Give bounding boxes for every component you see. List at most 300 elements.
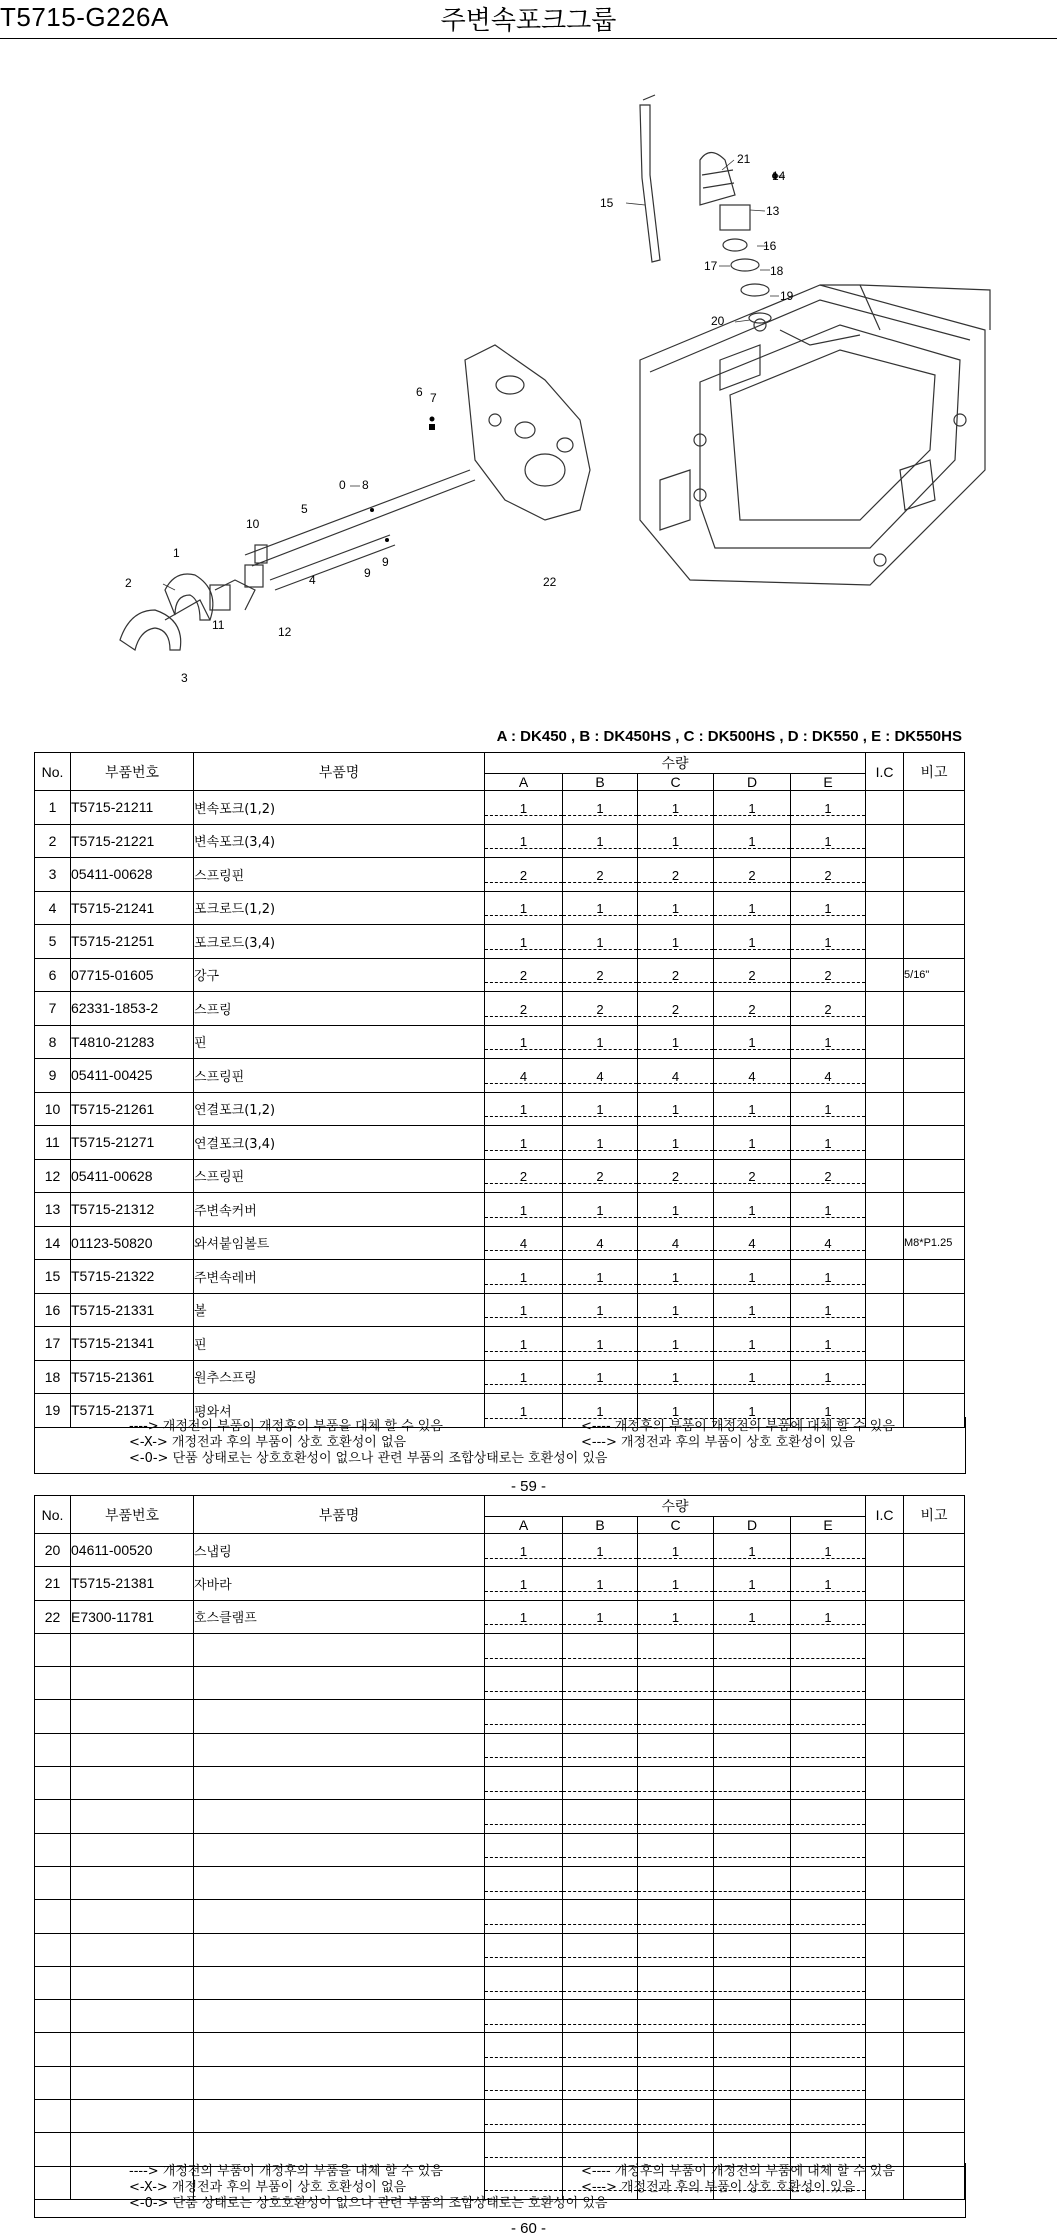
part-name — [194, 1700, 485, 1733]
quantity-value: 1 — [791, 933, 865, 950]
quantity-cell — [563, 1933, 638, 1966]
item-number: 11 — [35, 1126, 71, 1160]
quantity-value: 1 — [485, 1335, 562, 1352]
item-number — [35, 1667, 71, 1700]
quantity-value — [714, 1941, 790, 1958]
quantity-cell — [791, 1733, 866, 1766]
ic-cell — [866, 1193, 904, 1227]
quantity-value: 1 — [791, 799, 865, 816]
quantity-value: 1 — [714, 799, 790, 816]
quantity-value: 1 — [563, 1335, 637, 1352]
quantity-value: 1 — [791, 1368, 865, 1385]
quantity-value — [714, 1741, 790, 1758]
item-number — [35, 1933, 71, 1966]
quantity-value — [485, 1775, 562, 1792]
quantity-cell — [638, 1293, 714, 1327]
table-row — [35, 992, 965, 1026]
col-no: No. — [35, 753, 71, 791]
table-row — [35, 1900, 965, 1933]
quantity-value — [791, 1708, 865, 1725]
quantity-cell — [485, 1900, 563, 1933]
remark-cell — [904, 1800, 965, 1833]
part-number — [71, 1800, 194, 1833]
quantity-value: 1 — [714, 1368, 790, 1385]
quantity-value: 1 — [563, 1402, 637, 1419]
col-no: No. — [35, 1496, 71, 1534]
quantity-value: 1 — [563, 1201, 637, 1218]
remark-cell: 5/16" — [904, 958, 965, 992]
quantity-cell — [485, 1767, 563, 1800]
table-row — [35, 1534, 965, 1567]
quantity-cell — [638, 2033, 714, 2066]
part-name: 스프링핀 — [194, 858, 485, 892]
quantity-value: 2 — [714, 1167, 790, 1184]
quantity-cell — [485, 1260, 563, 1294]
quantity-value: 2 — [485, 1167, 562, 1184]
shift-forks-drawing — [120, 545, 267, 650]
callout-20: 20 — [711, 314, 725, 328]
legend-box-page-60 — [34, 2163, 966, 2218]
quantity-cell — [714, 1733, 791, 1766]
table-row — [35, 925, 965, 959]
quantity-value — [714, 1975, 790, 1992]
quantity-value: 1 — [563, 1542, 637, 1559]
part-name: 변속포크(1,2) — [194, 791, 485, 825]
part-number: T5715-21331 — [71, 1293, 194, 1327]
part-number — [71, 1966, 194, 1999]
remark-cell — [904, 1126, 965, 1160]
quantity-value — [638, 2074, 713, 2091]
col-quantity: 수량 — [485, 753, 866, 774]
part-name: 스프링핀 — [194, 1159, 485, 1193]
part-name: 변속포크(3,4) — [194, 824, 485, 858]
quantity-value: 2 — [638, 1000, 713, 1017]
quantity-value — [791, 2041, 865, 2058]
quantity-value: 1 — [791, 1100, 865, 1117]
quantity-value: 1 — [791, 1268, 865, 1285]
item-number: 3 — [35, 858, 71, 892]
part-name: 스냅링 — [194, 1534, 485, 1567]
quantity-value — [791, 1975, 865, 1992]
quantity-cell — [563, 1327, 638, 1361]
col-variant-e: E — [791, 1517, 866, 1534]
quantity-value — [638, 1775, 713, 1792]
quantity-value — [791, 1675, 865, 1692]
quantity-value — [563, 2008, 637, 2025]
quantity-value — [791, 2108, 865, 2125]
quantity-value — [714, 2008, 790, 2025]
quantity-value: 4 — [563, 1067, 637, 1084]
quantity-value — [791, 1775, 865, 1792]
quantity-cell — [563, 2000, 638, 2033]
quantity-value: 1 — [714, 1134, 790, 1151]
legend-line: <-0-> 단품 상태로는 상호호환성이 없으나 관련 부품의 조합상태로는 호환성이 있음 — [129, 2196, 608, 2211]
ic-cell — [866, 1700, 904, 1733]
quantity-value: 1 — [714, 1201, 790, 1218]
quantity-cell — [485, 1800, 563, 1833]
quantity-value: 2 — [791, 966, 865, 983]
quantity-cell — [791, 1700, 866, 1733]
quantity-cell — [638, 1667, 714, 1700]
ic-cell — [866, 1092, 904, 1126]
part-name — [194, 1900, 485, 1933]
remark-cell — [904, 1534, 965, 1567]
model-variants-line: A : DK450 , B : DK450HS , C : DK500HS , D : DK550 , E : DK550HS — [496, 728, 962, 745]
part-number: T5715-21271 — [71, 1126, 194, 1160]
lever-boot-drawing — [700, 153, 771, 324]
ic-cell — [866, 1600, 904, 1633]
col-part-name: 부품명 — [194, 753, 485, 791]
remark-cell — [904, 791, 965, 825]
quantity-value: 1 — [485, 1402, 562, 1419]
quantity-value — [714, 1808, 790, 1825]
quantity-cell — [563, 1534, 638, 1567]
ic-cell — [866, 2133, 904, 2166]
remark-cell — [904, 1633, 965, 1666]
quantity-cell — [791, 925, 866, 959]
quantity-value: 4 — [714, 1067, 790, 1084]
item-number: 1 — [35, 791, 71, 825]
quantity-cell — [563, 1293, 638, 1327]
quantity-cell — [791, 1833, 866, 1866]
item-number — [35, 1633, 71, 1666]
part-number — [71, 1866, 194, 1899]
legend-line: <---- 개정후의 부품이 개정전의 부품에 대체 할 수 있음 — [581, 1419, 895, 1434]
quantity-value — [638, 1675, 713, 1692]
quantity-cell — [714, 1293, 791, 1327]
callout-13: 13 — [766, 204, 780, 218]
quantity-value — [485, 1975, 562, 1992]
quantity-cell — [714, 1193, 791, 1227]
quantity-value: 2 — [791, 1000, 865, 1017]
quantity-value — [563, 1808, 637, 1825]
ic-cell — [866, 1966, 904, 1999]
quantity-value — [485, 2141, 562, 2158]
quantity-value: 1 — [791, 832, 865, 849]
table-row — [35, 1226, 965, 1260]
legend-line: ----> 개정전의 부품이 개정후의 부품을 대체 할 수 있음 — [129, 1419, 443, 1434]
quantity-value: 1 — [791, 1301, 865, 1318]
table-row — [35, 1933, 965, 1966]
quantity-cell — [485, 1833, 563, 1866]
part-number: T5715-21381 — [71, 1567, 194, 1600]
quantity-value: 4 — [485, 1067, 562, 1084]
quantity-value — [485, 1908, 562, 1925]
part-number: T5715-21221 — [71, 824, 194, 858]
quantity-cell — [714, 925, 791, 959]
quantity-cell — [485, 1567, 563, 1600]
part-name — [194, 2100, 485, 2133]
quantity-value — [791, 1875, 865, 1892]
legend-line: <-0-> 단품 상태로는 상호호환성이 없으나 관련 부품의 조합상태로는 호환성이 있음 — [129, 1451, 608, 1466]
quantity-cell — [563, 1193, 638, 1227]
quantity-value: 1 — [791, 1542, 865, 1559]
part-name: 볼 — [194, 1293, 485, 1327]
quantity-value — [563, 1908, 637, 1925]
quantity-value — [485, 1741, 562, 1758]
quantity-value — [563, 1642, 637, 1659]
quantity-cell — [638, 1025, 714, 1059]
ic-cell — [866, 1833, 904, 1866]
quantity-cell — [791, 1059, 866, 1093]
part-number: 01123-50820 — [71, 1226, 194, 1260]
quantity-cell — [563, 958, 638, 992]
item-number: 15 — [35, 1260, 71, 1294]
quantity-cell — [563, 1567, 638, 1600]
quantity-value — [485, 2074, 562, 2091]
part-number — [71, 2066, 194, 2099]
quantity-value: 2 — [638, 966, 713, 983]
quantity-cell — [638, 1327, 714, 1361]
item-number — [35, 1767, 71, 1800]
table-row — [35, 1327, 965, 1361]
part-name: 연결포크(1,2) — [194, 1092, 485, 1126]
quantity-value: 1 — [714, 1268, 790, 1285]
quantity-cell — [714, 2033, 791, 2066]
ic-cell — [866, 1025, 904, 1059]
quantity-value: 2 — [485, 1000, 562, 1017]
quantity-value: 1 — [714, 899, 790, 916]
quantity-cell — [638, 1933, 714, 1966]
quantity-cell — [485, 2133, 563, 2166]
quantity-value: 1 — [638, 1368, 713, 1385]
quantity-value — [563, 1875, 637, 1892]
quantity-value: 1 — [791, 1033, 865, 1050]
ic-cell — [866, 1733, 904, 1766]
quantity-value: 4 — [714, 1234, 790, 1251]
table-row — [35, 1193, 965, 1227]
ic-cell — [866, 858, 904, 892]
quantity-cell — [563, 1360, 638, 1394]
quantity-value — [714, 2041, 790, 2058]
part-number: T5715-21371 — [71, 1394, 194, 1428]
remark-cell — [904, 1025, 965, 1059]
quantity-value — [638, 1841, 713, 1858]
quantity-value — [714, 1675, 790, 1692]
quantity-cell — [791, 958, 866, 992]
item-number — [35, 2033, 71, 2066]
quantity-cell — [485, 1600, 563, 1633]
ic-cell — [866, 1534, 904, 1567]
quantity-cell — [791, 791, 866, 825]
quantity-cell — [485, 1327, 563, 1361]
quantity-value: 1 — [638, 1033, 713, 1050]
quantity-value: 1 — [563, 1608, 637, 1625]
quantity-value: 1 — [638, 1608, 713, 1625]
table-row — [35, 1767, 965, 1800]
quantity-value: 1 — [563, 1575, 637, 1592]
quantity-value: 1 — [714, 1542, 790, 1559]
quantity-cell — [791, 858, 866, 892]
quantity-cell — [714, 791, 791, 825]
part-name: 주변속커버 — [194, 1193, 485, 1227]
part-number — [71, 1833, 194, 1866]
quantity-value — [638, 2008, 713, 2025]
table-row — [35, 891, 965, 925]
quantity-cell — [485, 1933, 563, 1966]
fork-rods-drawing — [245, 470, 475, 590]
remark-cell — [904, 1293, 965, 1327]
part-number — [71, 2000, 194, 2033]
part-name: 핀 — [194, 1327, 485, 1361]
quantity-value: 1 — [563, 1268, 637, 1285]
quantity-value: 1 — [563, 1100, 637, 1117]
quantity-value: 1 — [485, 799, 562, 816]
part-number — [71, 1767, 194, 1800]
legend-line: <---> 개정전과 후의 부품이 상호 호환성이 있음 — [581, 2180, 856, 2195]
quantity-cell — [714, 1327, 791, 1361]
quantity-value — [485, 1841, 562, 1858]
remark-cell — [904, 1327, 965, 1361]
part-name: 포크로드(1,2) — [194, 891, 485, 925]
quantity-value — [485, 1808, 562, 1825]
col-variant-d: D — [714, 774, 791, 791]
quantity-cell — [485, 824, 563, 858]
quantity-value — [714, 1841, 790, 1858]
ic-cell — [866, 958, 904, 992]
table-row — [35, 1800, 965, 1833]
col-remark: 비고 — [904, 753, 965, 791]
quantity-value: 4 — [791, 1067, 865, 1084]
quantity-cell — [791, 992, 866, 1026]
quantity-cell — [638, 1159, 714, 1193]
quantity-cell — [714, 1567, 791, 1600]
remark-cell — [904, 2133, 965, 2166]
item-number: 10 — [35, 1092, 71, 1126]
quantity-cell — [563, 1260, 638, 1294]
quantity-cell — [638, 791, 714, 825]
quantity-value: 4 — [638, 1234, 713, 1251]
part-number: T5715-21251 — [71, 925, 194, 959]
page-header — [0, 0, 1057, 39]
item-number: 9 — [35, 1059, 71, 1093]
table-row — [35, 2133, 965, 2166]
item-number: 12 — [35, 1159, 71, 1193]
callout-5: 5 — [301, 502, 308, 516]
col-part-number: 부품번호 — [71, 753, 194, 791]
part-number: T5715-21322 — [71, 1260, 194, 1294]
quantity-cell — [485, 1059, 563, 1093]
item-number: 16 — [35, 1293, 71, 1327]
col-variant-c: C — [638, 1517, 714, 1534]
quantity-cell — [714, 1126, 791, 1160]
quantity-cell — [791, 1159, 866, 1193]
quantity-cell — [563, 2133, 638, 2166]
quantity-cell — [563, 2066, 638, 2099]
quantity-value: 1 — [563, 1368, 637, 1385]
callout-11: 11 — [212, 618, 225, 632]
quantity-value: 2 — [638, 1167, 713, 1184]
remark-cell — [904, 1567, 965, 1600]
quantity-value: 1 — [485, 899, 562, 916]
quantity-value: 1 — [714, 1608, 790, 1625]
part-name — [194, 1767, 485, 1800]
quantity-cell — [791, 1260, 866, 1294]
quantity-value: 1 — [638, 1402, 713, 1419]
quantity-cell — [714, 1260, 791, 1294]
ic-cell — [866, 1360, 904, 1394]
ic-cell — [866, 2100, 904, 2133]
quantity-cell — [791, 1900, 866, 1933]
quantity-value: 2 — [714, 866, 790, 883]
quantity-cell — [638, 992, 714, 1026]
quantity-cell — [563, 1667, 638, 1700]
table-row — [35, 1866, 965, 1899]
remark-cell — [904, 1092, 965, 1126]
part-number — [71, 2033, 194, 2066]
quantity-value — [791, 1642, 865, 1659]
quantity-value — [638, 2141, 713, 2158]
quantity-value: 2 — [563, 1167, 637, 1184]
quantity-value: 1 — [563, 1301, 637, 1318]
remark-cell — [904, 824, 965, 858]
part-number — [71, 1900, 194, 1933]
quantity-cell — [563, 1767, 638, 1800]
quantity-cell — [485, 925, 563, 959]
quantity-value — [791, 2141, 865, 2158]
quantity-cell — [638, 1193, 714, 1227]
quantity-value: 1 — [485, 1608, 562, 1625]
quantity-cell — [791, 1293, 866, 1327]
quantity-cell — [638, 1226, 714, 1260]
col-quantity: 수량 — [485, 1496, 866, 1517]
quantity-value: 1 — [485, 1100, 562, 1117]
quantity-cell — [563, 2033, 638, 2066]
callout-19: 19 — [780, 289, 794, 303]
remark-cell — [904, 891, 965, 925]
callout-7: 7 — [430, 391, 437, 405]
quantity-cell — [485, 1126, 563, 1160]
part-number: T4810-21283 — [71, 1025, 194, 1059]
quantity-value: 1 — [638, 799, 713, 816]
table-row — [35, 1293, 965, 1327]
remark-cell — [904, 2000, 965, 2033]
quantity-value — [485, 2008, 562, 2025]
ic-cell — [866, 824, 904, 858]
col-variant-a: A — [485, 774, 563, 791]
quantity-value: 1 — [714, 1033, 790, 1050]
remark-cell — [904, 1733, 965, 1766]
quantity-value — [485, 1675, 562, 1692]
remark-cell — [904, 1600, 965, 1633]
remark-cell — [904, 1159, 965, 1193]
quantity-cell — [638, 824, 714, 858]
part-number: 05411-00628 — [71, 1159, 194, 1193]
item-number — [35, 1966, 71, 1999]
quantity-cell — [563, 1833, 638, 1866]
col-variant-e: E — [791, 774, 866, 791]
quantity-value: 1 — [791, 1335, 865, 1352]
part-name — [194, 1800, 485, 1833]
remark-cell — [904, 1767, 965, 1800]
part-name: 스프링 — [194, 992, 485, 1026]
part-name: 핀 — [194, 1025, 485, 1059]
quantity-value: 1 — [638, 1268, 713, 1285]
callout-4: 4 — [309, 573, 316, 587]
table-row — [35, 2033, 965, 2066]
quantity-cell — [563, 1092, 638, 1126]
quantity-cell — [638, 1360, 714, 1394]
item-number: 6 — [35, 958, 71, 992]
quantity-cell — [563, 1159, 638, 1193]
quantity-cell — [714, 1966, 791, 1999]
callout-14: 14 — [772, 169, 786, 183]
quantity-value — [638, 2041, 713, 2058]
part-number: 05411-00425 — [71, 1059, 194, 1093]
quantity-cell — [714, 1900, 791, 1933]
remark-cell: M8*P1.25 — [904, 1226, 965, 1260]
item-number — [35, 1700, 71, 1733]
